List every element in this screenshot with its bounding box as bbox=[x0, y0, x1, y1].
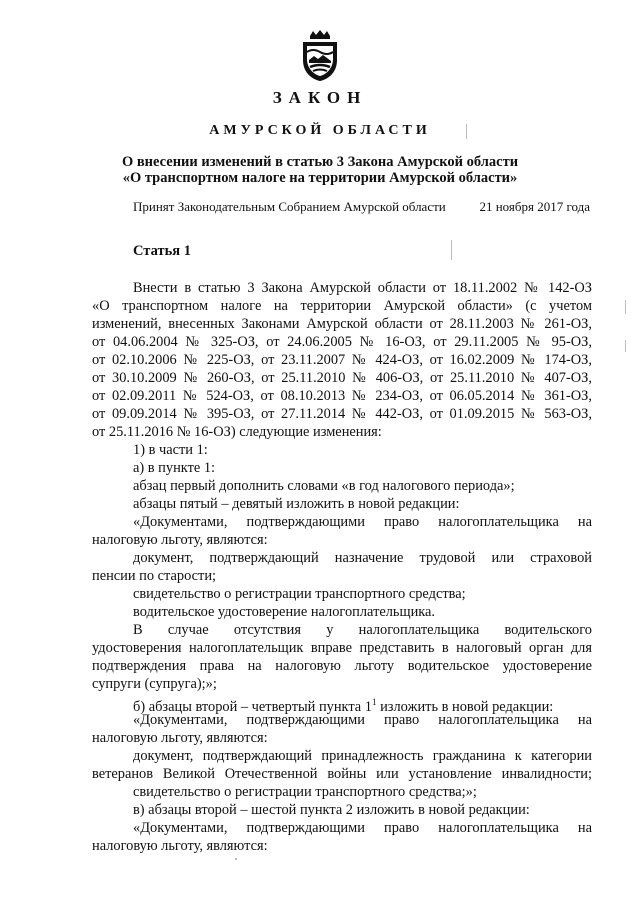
body-line: пенсии по старости; bbox=[92, 568, 217, 584]
body-line: налоговую льготу, являются: bbox=[92, 532, 268, 548]
body-line: от 02.10.2006 № 225-ОЗ, от 23.11.2007 № 424-ОЗ, от 16.02.2009 № 174-ОЗ, bbox=[92, 352, 592, 368]
body-line: свидетельство о регистрации транспортного средства; bbox=[133, 586, 466, 602]
footnote-superscript: 1 bbox=[372, 697, 377, 707]
body-line: абзац первый дополнить словами «в год налогового периода»; bbox=[133, 478, 515, 494]
body-line: «Документами, подтверждающими право налогоплательщика на bbox=[133, 820, 592, 836]
body-line: изменений, внесенных Законами Амурской области от 28.11.2003 № 261-ОЗ, bbox=[92, 316, 592, 332]
body-line: от 04.06.2004 № 325-ОЗ, от 24.06.2005 № 16-ОЗ, от 29.11.2005 № 95-ОЗ, bbox=[92, 334, 592, 350]
subject-line-2: «О транспортном налоге на территории Амурской области» bbox=[122, 170, 518, 186]
scan-mark bbox=[625, 300, 626, 314]
body-line: налоговую льготу, являются: bbox=[92, 838, 268, 854]
adoption-note: Принят Законодательным Собранием Амурской области bbox=[133, 199, 446, 214]
scan-mark bbox=[235, 858, 237, 860]
body-line: налоговую льготу, являются: bbox=[92, 730, 268, 746]
body-line: документ, подтверждающий принадлежность гражданина к категории bbox=[133, 748, 592, 764]
body-line: свидетельство о регистрации транспортного средства;»; bbox=[133, 784, 477, 800]
body-line: абзацы пятый – девятый изложить в новой редакции: bbox=[133, 496, 460, 512]
body-line: от 25.11.2016 № 16-ОЗ) следующие изменения: bbox=[92, 424, 382, 440]
body-line: удостоверения налогоплательщик вправе представить в налоговый орган для bbox=[92, 640, 592, 656]
body-line: В случае отсутствия у налогоплательщика водительского bbox=[133, 622, 592, 638]
body-line: «О транспортном налоге на территории Амурской области» (с учетом bbox=[92, 298, 592, 314]
body-line: водительское удостоверение налогоплательщика. bbox=[133, 604, 436, 620]
body-line: Внести в статью 3 Закона Амурской области от 18.11.2002 № 142-ОЗ bbox=[133, 280, 592, 296]
body-line: «Документами, подтверждающими право налогоплательщика на bbox=[133, 514, 592, 530]
body-line: от 02.09.2011 № 524-ОЗ, от 08.10.2013 № 234-ОЗ, от 06.05.2014 № 361-ОЗ, bbox=[92, 388, 592, 404]
region-title: АМУРСКОЙ ОБЛАСТИ bbox=[209, 123, 431, 138]
body-line-text: б) абзацы второй – четвертый пункта 1 bbox=[133, 698, 372, 715]
body-line: ветеранов Великой Отечественной войны или установление инвалидности; bbox=[92, 766, 592, 782]
law-subject bbox=[0, 154, 640, 186]
body-line: 1) в части 1: bbox=[133, 442, 208, 458]
amur-region-emblem-icon bbox=[299, 30, 341, 82]
body-line: а) в пункте 1: bbox=[133, 460, 216, 476]
body-line: от 30.10.2009 № 260-ОЗ, от 25.11.2010 № 406-ОЗ, от 25.11.2010 № 407-ОЗ, bbox=[92, 370, 592, 386]
law-title: ЗАКОН bbox=[272, 88, 368, 107]
body-line: подтверждения права на налоговую льготу водительское удостоверение bbox=[92, 658, 592, 674]
body-line: документ, подтверждающий назначение трудовой или страховой bbox=[133, 550, 592, 566]
body-line-text: изложить в новой редакции: bbox=[380, 698, 554, 715]
article-heading: Статья 1 bbox=[133, 243, 191, 259]
body-line: от 09.09.2014 № 395-ОЗ, от 27.11.2014 № 442-ОЗ, от 01.09.2015 № 563-ОЗ, bbox=[92, 406, 592, 422]
adoption-date: 21 ноября 2017 года bbox=[479, 199, 590, 214]
body-line: в) абзацы второй – шестой пункта 2 изложить в новой редакции: bbox=[133, 802, 530, 818]
scan-mark bbox=[625, 340, 626, 352]
scan-mark bbox=[451, 240, 452, 260]
body-line: «Документами, подтверждающими право налогоплательщика на bbox=[133, 712, 592, 728]
scan-mark bbox=[466, 124, 467, 139]
body-line: супруги (супруга);»; bbox=[92, 676, 217, 692]
subject-line-1: О внесении изменений в статью 3 Закона Амурской области bbox=[121, 154, 519, 170]
